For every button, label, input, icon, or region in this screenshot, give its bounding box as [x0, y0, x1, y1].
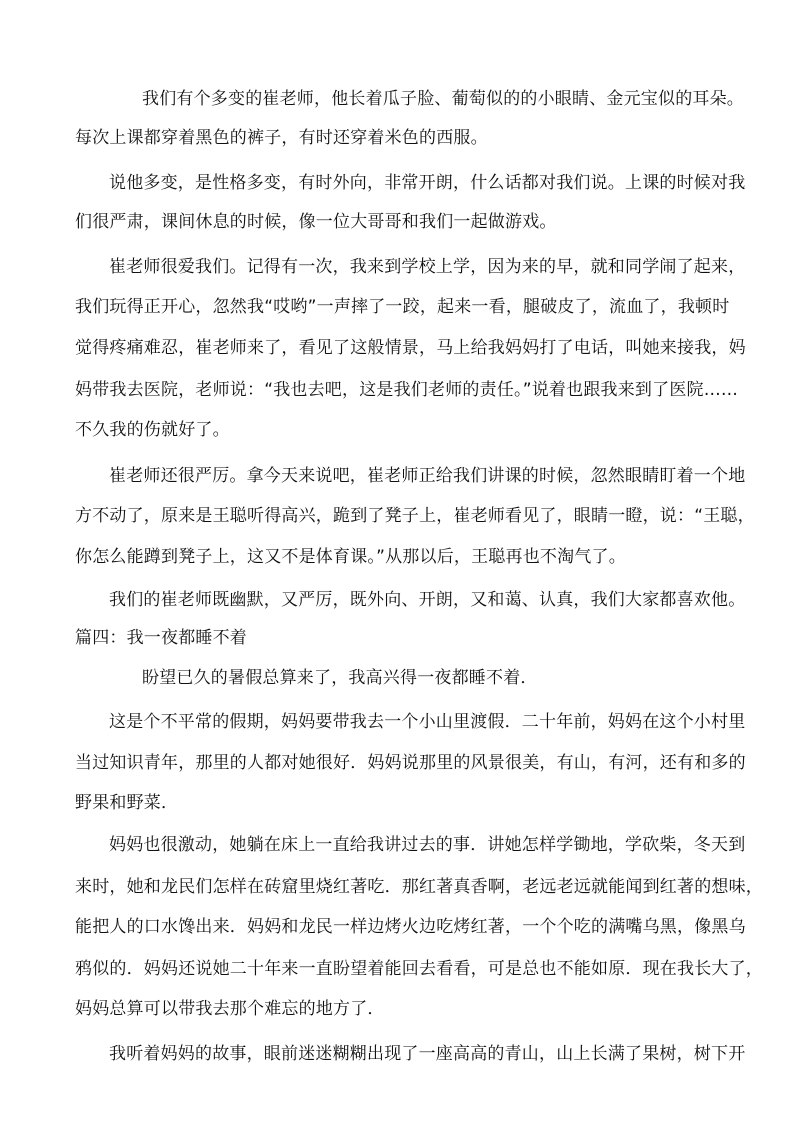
text-line: 这是个不平常的假期，妈妈要带我去一个小山里渡假．二十年前，妈妈在这个小村里 [109, 712, 746, 732]
text-line: 我们有个多变的崔老师，他长着瓜子脸、葡萄似的的小眼睛、金元宝似的耳朵。 [142, 89, 744, 109]
text-line: 我们的崔老师既幽默，又严厉，既外向、开朗，又和蔼、认真，我们大家都喜欢他。 [109, 590, 746, 610]
section-heading: 篇四：我一夜都睡不着 [75, 628, 247, 648]
text-line: 野果和野菜． [75, 793, 179, 813]
text-line: 鸦似的．妈妈还说她二十年来一直盼望着能回去看看，可是总也不能如原．现在我长大了， [75, 959, 763, 979]
text-line: 每次上课都穿着黑色的裤子，有时还穿着米色的西服。 [75, 128, 488, 148]
text-line: 我听着妈妈的故事，眼前迷迷糊糊出现了一座高高的青山，山上长满了果树，树下开 [109, 1044, 746, 1064]
text-line: 妈带我去医院，老师说：“我也去吧，这是我们老师的责任。”说着也跟我来到了医院…… [75, 380, 739, 400]
text-line: 崔老师还很严厉。拿今天来说吧，崔老师正给我们讲课的时候，忽然眼睛盯着一个地 [109, 466, 746, 486]
text-line: 觉得疼痛难忍，崔老师来了，看见了这般情景，马上给我妈妈打了电话，叫她来接我，妈 [75, 338, 746, 358]
text-line: 崔老师很爱我们。记得有一次，我来到学校上学，因为来的早，就和同学闹了起来， [109, 257, 746, 277]
text-line: 我们玩得正开心，忽然我“哎哟”一声摔了一跤，起来一看，腿破皮了，流血了，我顿时 [75, 297, 730, 317]
text-line: 妈妈总算可以带我去那个难忘的地方了． [75, 999, 385, 1019]
text-line: 当过知识青年，那里的人都对她很好．妈妈说那里的风景很美，有山，有河，还有和多的 [75, 753, 746, 773]
text-line: 来时，她和龙民们怎样在砖窟里烧红著吃．那红著真香啊，老远老远就能闻到红著的想味， [75, 877, 763, 897]
text-line: 们很严肃，课间休息的时候，像一位大哥哥和我们一起做游戏。 [75, 212, 557, 232]
text-line: 说他多变，是性格多变，有时外向，非常开朗，什么话都对我们说。上课的时候对我 [109, 173, 746, 193]
text-line: 盼望已久的暑假总算来了，我高兴得一夜都睡不着． [142, 668, 538, 688]
text-line: 方不动了，原来是王聪听得高兴，跪到了凳子上，崔老师看见了，眼睛一瞪，说：“王聪， [75, 506, 755, 526]
text-line: 妈妈也很激动，她躺在床上一直给我讲过去的事．讲她怎样学锄地，学砍柴，冬天到 [109, 835, 746, 855]
text-line: 不久我的伤就好了。 [75, 420, 230, 440]
text-line: 你怎么能蹲到凳子上，这又不是体育课。”从那以后，王聪再也不淘气了。 [75, 547, 626, 567]
text-line: 能把人的口水馋出来．妈妈和龙民一样边烤火边吃烤红著，一个个吃的满嘴乌黑，像黑乌 [75, 917, 746, 937]
